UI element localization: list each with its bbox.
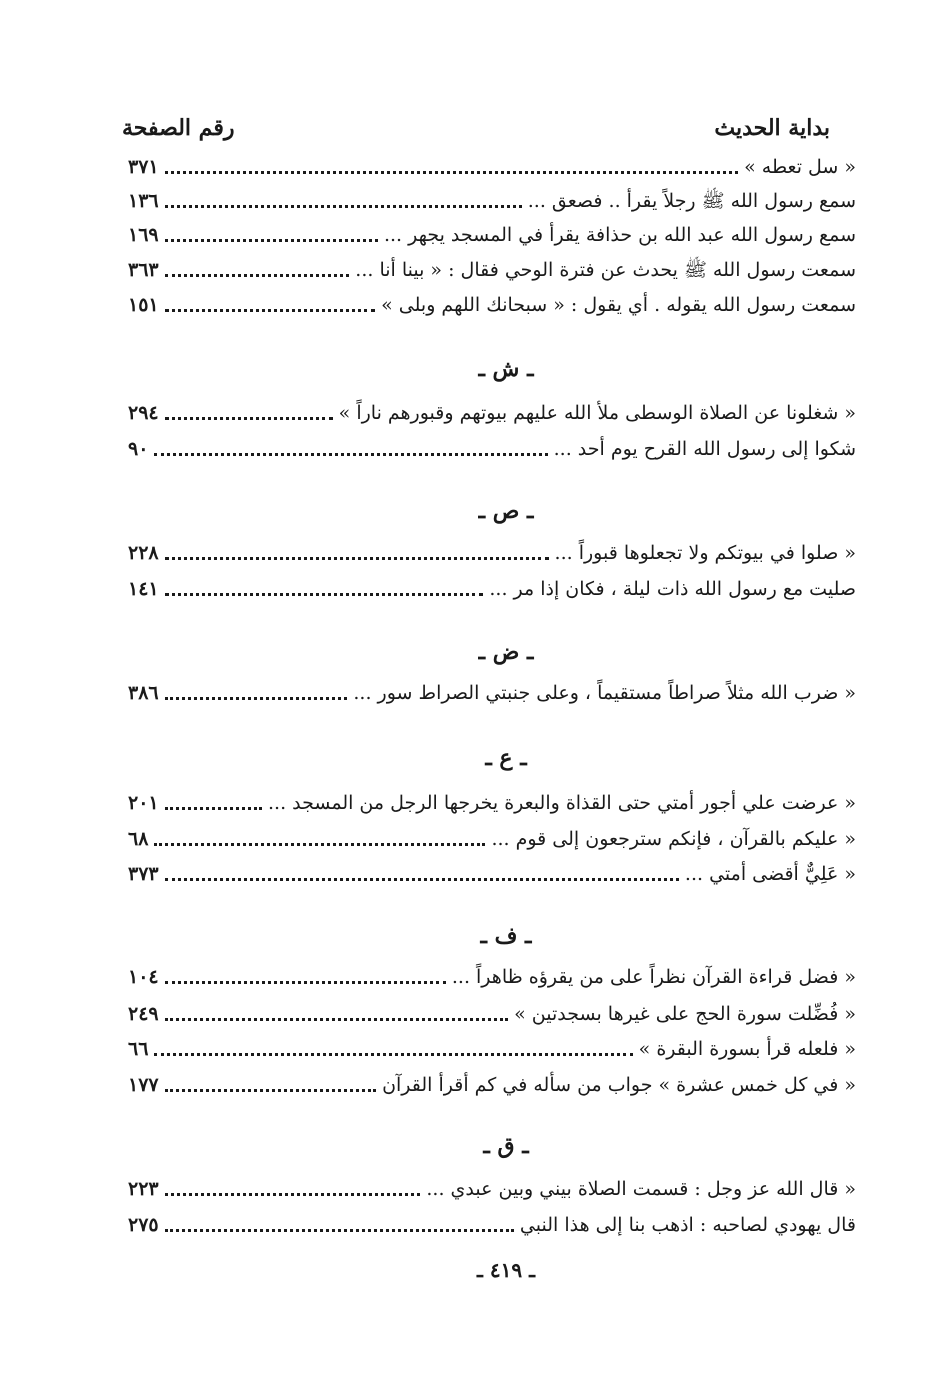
index-entry (128, 784, 856, 818)
entry-page-number: ٢٩٤ (128, 402, 159, 424)
dot-leader (165, 1018, 508, 1021)
dot-leader (165, 239, 378, 242)
hadith-start-text: « فُضِّلت سورة الحج على غيرها بسجدتين » (514, 1003, 856, 1025)
section-letter-heading: ـ ص ـ (478, 498, 534, 524)
hadith-start-text: « شغلونا عن الصلاة الوسطى ملأ الله عليهم بيوتهم وقبورهم ناراً » (338, 402, 856, 424)
entry-page-number: ٢٢٨ (128, 542, 159, 564)
hadith-start-text: « سل تعطه » (744, 156, 856, 178)
dot-leader (165, 1089, 376, 1092)
index-entry (128, 148, 856, 182)
entry-page-number: ٣٦٣ (128, 259, 159, 281)
dot-leader (154, 453, 547, 456)
entry-page-number: ١٠٤ (128, 966, 159, 988)
hadith-start-text: سمع رسول الله ﷺ رجلاً يقرأ .. فصعق ... (527, 190, 856, 212)
entry-page-number: ١٧٧ (128, 1074, 159, 1096)
index-entry (128, 251, 856, 285)
hadith-start-text: « ضرب الله مثلاً صراطاً مستقيماً ، وعلى جنبتي الصراط سور ... (353, 682, 856, 704)
section-letter-heading: ـ ف ـ (480, 923, 532, 949)
entry-page-number: ٢٧٥ (128, 1214, 159, 1236)
index-entry (128, 855, 856, 889)
index-entry (128, 286, 856, 320)
entry-page-number: ٢٢٣ (128, 1178, 159, 1200)
entry-page-number: ١٥١ (128, 294, 159, 316)
dot-leader (165, 981, 446, 984)
dot-leader (154, 843, 485, 846)
dot-leader (165, 807, 262, 810)
dot-leader (165, 1229, 514, 1232)
hadith-start-text: « صلوا في بيوتكم ولا تجعلوها قبوراً ... (554, 542, 856, 564)
entry-page-number: ١٤١ (128, 578, 159, 600)
index-entry (128, 1066, 856, 1100)
hadith-start-text: شكوا إلى رسول الله القرح يوم أحد ... (553, 438, 856, 460)
hadith-start-text: « عليكم بالقرآن ، فإنكم سترجعون إلى قوم ... (491, 828, 856, 850)
entry-page-number: ٣٧١ (128, 156, 159, 178)
hadith-start-text: سمع رسول الله عبد الله بن حذافة يقرأ في المسجد يجهر ... (383, 224, 856, 246)
hadith-start-text: سمعت رسول الله يقوله . أي يقول : « سبحانك اللهم وبلى » (381, 294, 856, 316)
hadith-start-text: قال يهودي لصاحبه : اذهب بنا إلى هذا النبي (519, 1214, 856, 1236)
dot-leader (165, 309, 376, 312)
hadith-start-text: « فلعله قرأ بسورة البقرة » (638, 1038, 856, 1060)
index-entry (128, 995, 856, 1029)
entry-page-number: ٣٨٦ (128, 682, 159, 704)
section-letter-heading: ـ ض ـ (478, 639, 534, 665)
index-entry (128, 534, 856, 568)
hadith-start-text: « في كل خمس عشرة » جواب من سأله في كم أقرأ القرآن (382, 1074, 856, 1096)
index-entry (128, 570, 856, 604)
dot-leader (165, 593, 484, 596)
section-letter-heading: ـ ش ـ (478, 356, 534, 382)
entry-page-number: ٦٦ (128, 1038, 149, 1060)
index-entry (128, 958, 856, 992)
dot-leader (165, 557, 549, 560)
dot-leader (165, 274, 350, 277)
index-entry (128, 1170, 856, 1204)
dot-leader (165, 1193, 421, 1196)
entry-page-number: ١٦٩ (128, 224, 159, 246)
hadith-start-text: « فضل قراءة القرآن نظراً على من يقرؤه ظاهراً ... (451, 966, 856, 988)
section-letter-heading: ـ ع ـ (485, 745, 527, 771)
dot-leader (165, 417, 333, 420)
entry-page-number: ١٣٦ (128, 190, 159, 212)
entry-page-number: ٢٤٩ (128, 1003, 159, 1025)
hadith-start-text: « عَلِيٌّ أقضى أمتي ... (684, 863, 856, 885)
page-number: ـ ٤١٩ ـ (477, 1258, 535, 1282)
dot-leader (165, 878, 679, 881)
index-entry (128, 182, 856, 216)
hadith-start-text: « عرضت علي أجور أمتي حتى القذاة والبعرة يخرجها الرجل من المسجد ... (267, 792, 856, 814)
section-letter-heading: ـ ق ـ (483, 1133, 529, 1159)
entry-page-number: ٦٨ (128, 828, 149, 850)
index-entry (128, 430, 856, 464)
page-number-heading: رقم الصفحة (122, 115, 235, 141)
index-entry (128, 216, 856, 250)
entry-page-number: ٣٧٣ (128, 863, 159, 885)
hadith-start-text: سمعت رسول الله ﷺ يحدث عن فترة الوحي فقال : « بينا أنا ... (355, 259, 856, 281)
hadith-start-text: صليت مع رسول الله ذات ليلة ، فكان إذا مر ... (489, 578, 856, 600)
dot-leader (165, 697, 348, 700)
index-entry (128, 820, 856, 854)
index-entry (128, 394, 856, 428)
dot-leader (165, 171, 738, 174)
entry-page-number: ٢٠١ (128, 792, 159, 814)
hadith-start-text: « قال الله عز وجل : قسمت الصلاة بيني وبين عبدي ... (426, 1178, 856, 1200)
dot-leader (154, 1053, 632, 1056)
index-entry (128, 1030, 856, 1064)
dot-leader (165, 205, 522, 208)
index-entry (128, 1206, 856, 1240)
entry-page-number: ٩٠ (128, 438, 149, 460)
index-entry (128, 674, 856, 708)
hadith-start-heading: بداية الحديث (714, 115, 830, 141)
column-header (122, 108, 830, 148)
